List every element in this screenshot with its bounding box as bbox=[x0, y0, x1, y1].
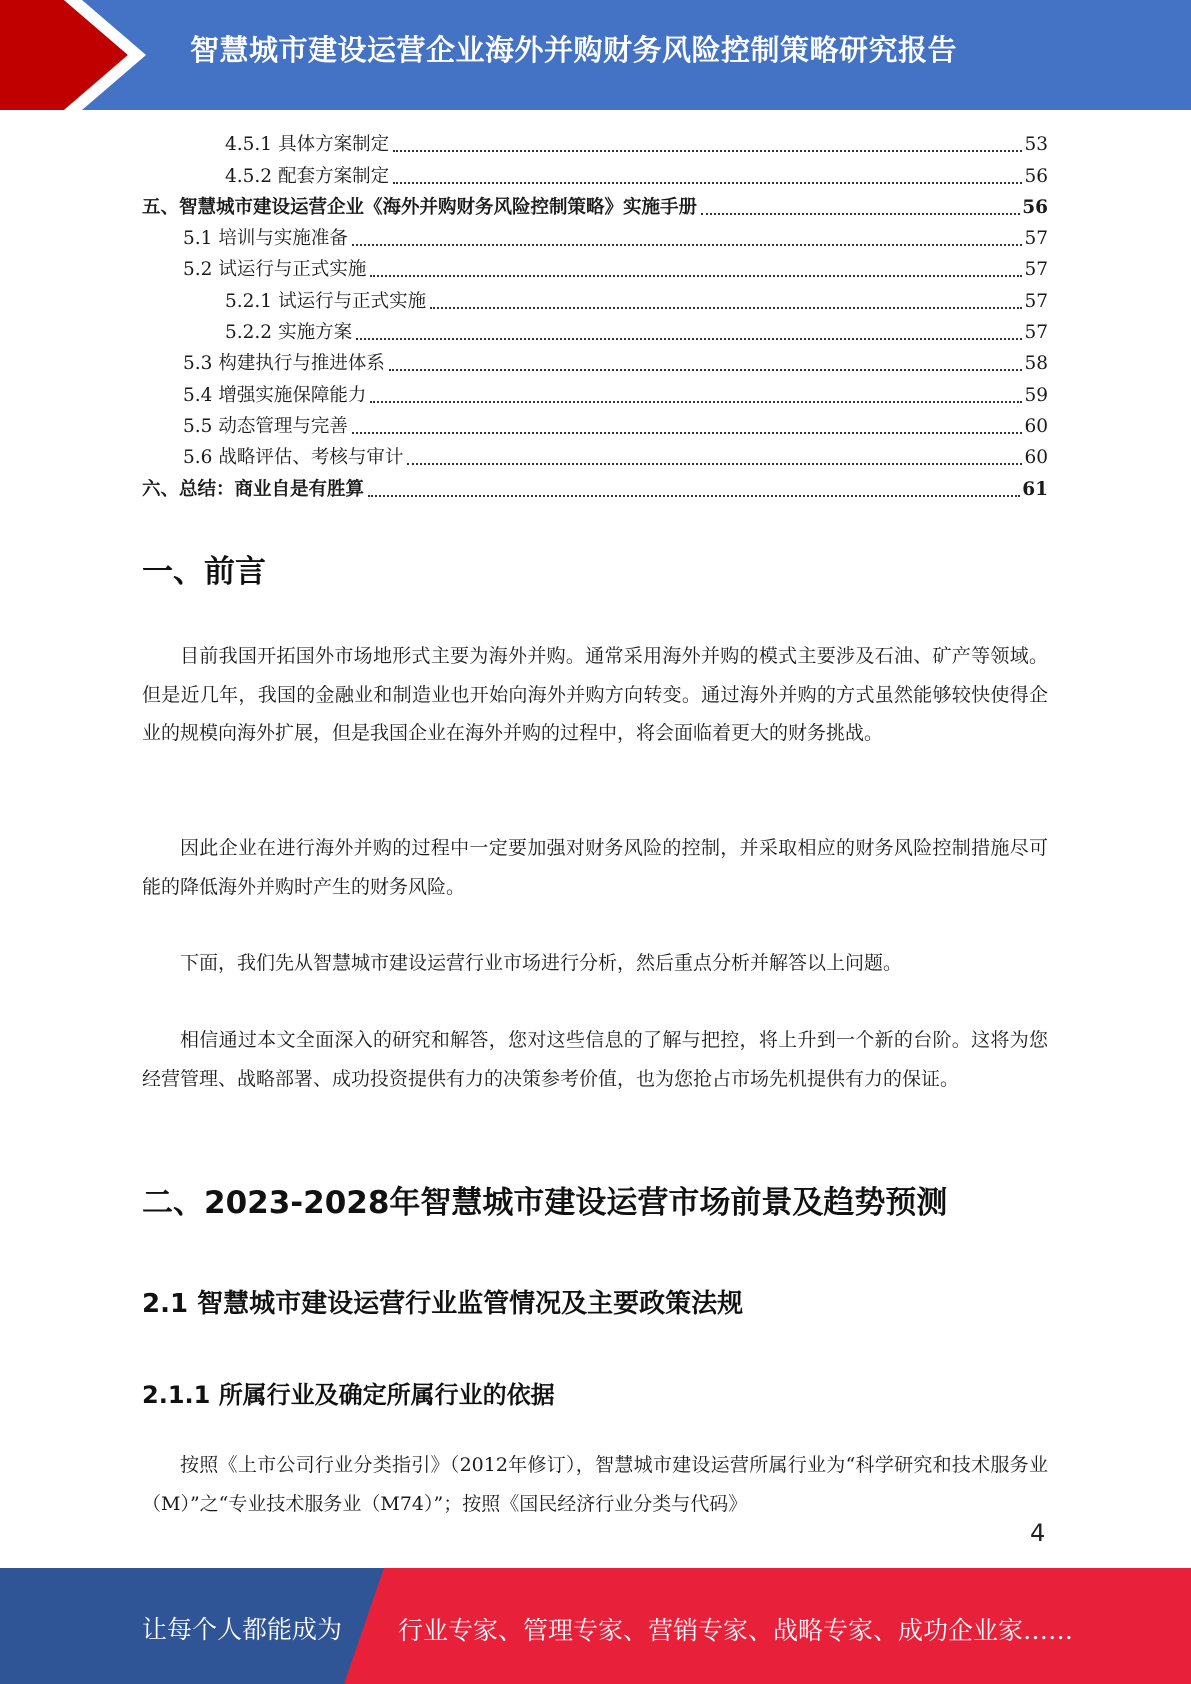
toc-entry[interactable] bbox=[142, 348, 1048, 379]
toc-entry[interactable] bbox=[142, 160, 1048, 191]
report-title: 智慧城市建设运营企业海外并购财务风险控制策略研究报告 bbox=[190, 33, 958, 67]
toc-entry-number: 5.3 bbox=[183, 353, 213, 375]
toc-leader-dots bbox=[370, 400, 1022, 403]
footer-slogan-right: 行业专家、管理专家、营销专家、战略专家、成功企业家…… bbox=[398, 1616, 1074, 1645]
toc-entry-page: 57 bbox=[1024, 322, 1048, 344]
toc-leader-dots bbox=[370, 274, 1022, 277]
toc-entry-number: 4.5.2 bbox=[225, 165, 273, 187]
table-of-contents bbox=[142, 129, 1048, 505]
toc-entry-number: 5.2.2 bbox=[225, 322, 273, 344]
toc-entry-page: 61 bbox=[1022, 478, 1048, 500]
toc-entry-number: 5.2 bbox=[183, 259, 213, 281]
toc-entry-page: 59 bbox=[1024, 384, 1048, 406]
toc-entry-page: 57 bbox=[1024, 228, 1048, 250]
toc-entry-page: 57 bbox=[1024, 259, 1048, 281]
toc-entry[interactable] bbox=[142, 192, 1048, 223]
page-footer bbox=[0, 1568, 1191, 1684]
footer-slogan-left: 让每个人都能成为 bbox=[142, 1615, 343, 1644]
toc-entry[interactable] bbox=[142, 442, 1048, 473]
toc-entry[interactable] bbox=[142, 285, 1048, 316]
paragraph: 按照《上市公司行业分类指引》（2012年修订），智慧城市建设运营所属行业为“科学研究和技术服务业（M）”之“专业技术服务业（M74）”；按照《国民经济行业分类与代码》 bbox=[142, 1454, 1048, 1515]
toc-entry-page: 53 bbox=[1024, 134, 1048, 156]
toc-leader-dots bbox=[407, 462, 1022, 465]
paragraph: 目前我国开拓国外市场地形式主要为海外并购。通常采用海外并购的模式主要涉及石油、矿产等领域。但是近几年，我国的金融业和制造业也开始向海外并购方向转变。通过海外并购的方式虽然能够较快使得企业的规模向海外扩展，但是我国企业在海外并购的过程中，将会面临着更大的财务挑战。 bbox=[142, 645, 1048, 744]
toc-entry[interactable] bbox=[142, 129, 1048, 160]
toc-leader-dots bbox=[389, 368, 1023, 371]
toc-entry-page: 56 bbox=[1022, 196, 1048, 218]
toc-entry-number: 4.5.1 bbox=[225, 134, 273, 156]
toc-entry-number: 5.5 bbox=[183, 415, 213, 437]
toc-entry-title: 配套方案制定 bbox=[278, 165, 390, 187]
subsection-heading-industry-basis: 2.1.1 所属行业及确定所属行业的依据 bbox=[142, 1381, 555, 1409]
toc-entry[interactable] bbox=[142, 317, 1048, 348]
toc-entry[interactable] bbox=[142, 473, 1048, 504]
section-heading-preface: 一、前言 bbox=[142, 554, 266, 590]
toc-leader-dots bbox=[356, 337, 1022, 340]
toc-entry-title: 试运行与正式实施 bbox=[218, 259, 367, 281]
paragraph: 因此企业在进行海外并购的过程中一定要加强对财务风险的控制，并采取相应的财务风险控制措施尽可能的降低海外并购时产生的财务风险。 bbox=[142, 837, 1048, 898]
toc-entry-number: 5.1 bbox=[183, 228, 213, 250]
toc-entry-number: 5.6 bbox=[183, 447, 213, 469]
toc-entry-page: 60 bbox=[1024, 447, 1048, 469]
toc-leader-dots bbox=[393, 149, 1022, 152]
toc-leader-dots bbox=[352, 431, 1023, 434]
subsection-heading-regulation: 2.1 智慧城市建设运营行业监管情况及主要政策法规 bbox=[142, 1289, 744, 1319]
toc-entry-number: 5.2.1 bbox=[225, 290, 273, 312]
toc-entry[interactable] bbox=[142, 411, 1048, 442]
toc-entry-page: 58 bbox=[1024, 353, 1048, 375]
toc-entry[interactable] bbox=[142, 254, 1048, 285]
page-header bbox=[0, 0, 1191, 110]
toc-entry-title: 动态管理与完善 bbox=[218, 415, 348, 437]
page-number: 4 bbox=[1030, 1519, 1046, 1547]
toc-leader-dots bbox=[701, 212, 1020, 215]
toc-entry-title: 战略评估、考核与审计 bbox=[218, 447, 404, 469]
toc-entry-title: 试运行与正式实施 bbox=[278, 290, 427, 312]
paragraph: 相信通过本文全面深入的研究和解答，您对这些信息的了解与把控，将上升到一个新的台阶。这将为您经营管理、战略部署、成功投资提供有力的决策参考价值，也为您抢占市场先机提供有力的保证。 bbox=[142, 1029, 1048, 1090]
toc-entry-title: 增强实施保障能力 bbox=[218, 384, 367, 406]
toc-leader-dots bbox=[430, 306, 1022, 309]
toc-entry-title: 五、智慧城市建设运营企业《海外并购财务风险控制策略》实施手册 bbox=[142, 196, 698, 218]
toc-leader-dots bbox=[393, 181, 1022, 184]
toc-entry-title: 实施方案 bbox=[278, 322, 353, 344]
toc-entry-title: 培训与实施准备 bbox=[218, 228, 348, 250]
toc-leader-dots bbox=[368, 494, 1020, 497]
paragraph: 下面，我们先从智慧城市建设运营行业市场进行分析，然后重点分析并解答以上问题。 bbox=[180, 952, 903, 974]
toc-leader-dots bbox=[352, 243, 1023, 246]
toc-entry-title: 具体方案制定 bbox=[278, 134, 390, 156]
toc-entry[interactable] bbox=[142, 379, 1048, 410]
toc-entry-number: 5.4 bbox=[183, 384, 213, 406]
toc-entry-title: 构建执行与推进体系 bbox=[218, 353, 385, 375]
toc-entry-page: 60 bbox=[1024, 415, 1048, 437]
toc-entry-page: 56 bbox=[1024, 165, 1048, 187]
section-heading-market-outlook: 二、2023-2028年智慧城市建设运营市场前景及趋势预测 bbox=[142, 1185, 948, 1221]
toc-entry-page: 57 bbox=[1024, 290, 1048, 312]
toc-entry[interactable] bbox=[142, 223, 1048, 254]
toc-entry-title: 六、总结：商业自是有胜算 bbox=[142, 478, 365, 500]
